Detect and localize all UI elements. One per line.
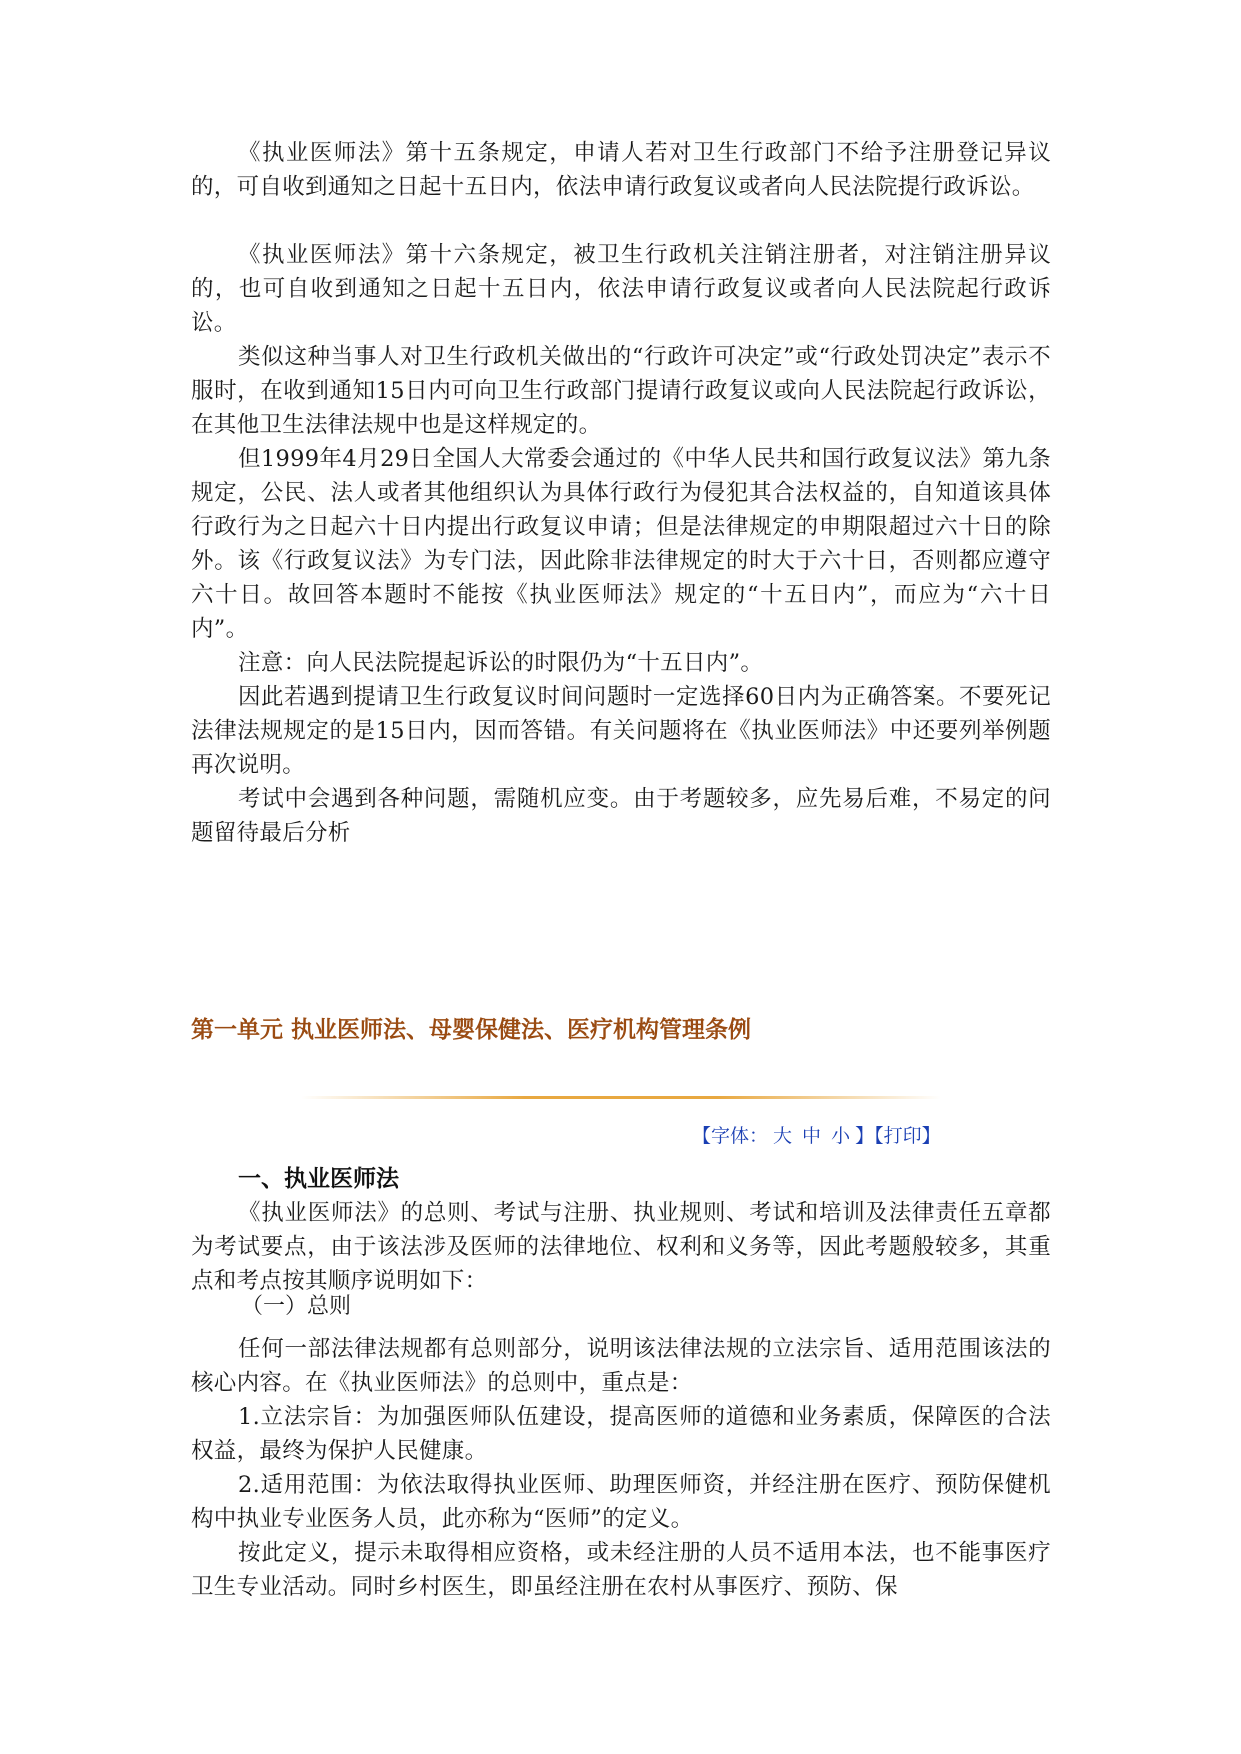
font-medium-link[interactable]: 中	[802, 1125, 822, 1147]
toolbar-middle-bracket: 】【	[855, 1125, 884, 1147]
paragraph-note: 注意：向人民法院提起诉讼的时限仍为“十五日内”。	[238, 650, 764, 676]
section-heading: 一、执业医师法	[238, 1166, 399, 1192]
paragraph-review-law: 但1999年4月29日全国人大常委会通过的《中华人民共和国行政复议法》第九条规定，公民、法人或者其他组织认为具体行政行为侵犯其合法权益的，自知道该具体行政行为之日起六十日内提出行政复议申请；但是法律规定的申期限超过六十日的除外。该《行政复议法》为专门法，因此除非法律规定的时大于六十日，否则都应遵守六十日。故回答本题时不能按《执业医师法》规定的“十五日内”，而应为“六十日内”。	[191, 446, 1051, 642]
font-size-label: 字体：	[711, 1125, 769, 1147]
article-toolbar	[692, 1120, 992, 1152]
paragraph-answer-advice: 因此若遇到提请卫生行政复议时间问题时一定选择60日内为正确答案。不要死记法律法规规定的是15日内，因而答错。有关问题将在《执业医师法》中还要列举例题再次说明。	[191, 684, 1051, 778]
paragraph-intro: 《执业医师法》的总则、考试与注册、执业规则、考试和培训及法律责任五章都为考试要点，由于该法涉及医师的法律地位、权利和义务等，因此考题般较多，其重点和考点按其顺序说明如下：	[191, 1200, 1051, 1294]
toolbar-close-bracket: 】	[921, 1125, 941, 1147]
unit-title: 第一单元 执业医师法、母婴保健法、医疗机构管理条例	[191, 1017, 752, 1043]
toolbar-open-bracket: 【	[692, 1125, 712, 1147]
paragraph-similar-rules: 类似这种当事人对卫生行政机关做出的“行政许可决定”或“行政处罚决定”表示不服时，在收到通知15日内可向卫生行政部门提请行政复议或向人民法院起行政诉讼，在其他卫生法律法规中也是这样规定的。	[191, 344, 1051, 438]
font-large-link[interactable]: 大	[773, 1125, 793, 1147]
paragraph-exam-tip: 考试中会遇到各种问题，需随机应变。由于考题较多，应先易后难，不易定的问题留待最后分析	[191, 786, 1051, 846]
font-small-link[interactable]: 小	[831, 1125, 851, 1147]
paragraph-definition: 按此定义，提示未取得相应资格，或未经注册的人员不适用本法，也不能事医疗卫生专业活动。同时乡村医生，即虽经注册在农村从事医疗、预防、保	[191, 1540, 1051, 1600]
title-divider	[301, 1096, 941, 1099]
paragraph-article-15: 《执业医师法》第十五条规定，申请人若对卫生行政部门不给予注册登记异议的，可自收到通知之日起十五日内，依法申请行政复议或者向人民法院提行政诉讼。	[191, 140, 1051, 200]
paragraph-article-16: 《执业医师法》第十六条规定，被卫生行政机关注销注册者，对注销注册异议的，也可自收到通知之日起十五日内，依法申请行政复议或者向人民法院起行政诉讼。	[191, 242, 1051, 336]
print-link[interactable]: 打印	[883, 1125, 922, 1147]
paragraph-scope: 2.适用范围：为依法取得执业医师、助理医师资，并经注册在医疗、预防保健机构中执业专业医务人员，此亦称为“医师”的定义。	[191, 1472, 1051, 1532]
subheading-general-provisions: （一）总则	[241, 1294, 352, 1319]
paragraph-purpose: 1.立法宗旨：为加强医师队伍建设，提高医师的道德和业务素质，保障医的合法权益，最终为保护人民健康。	[191, 1404, 1051, 1464]
document-page	[191, 0, 1051, 1754]
paragraph-general: 任何一部法律法规都有总则部分，说明该法律法规的立法宗旨、适用范围该法的核心内容。在《执业医师法》的总则中，重点是：	[191, 1336, 1051, 1396]
